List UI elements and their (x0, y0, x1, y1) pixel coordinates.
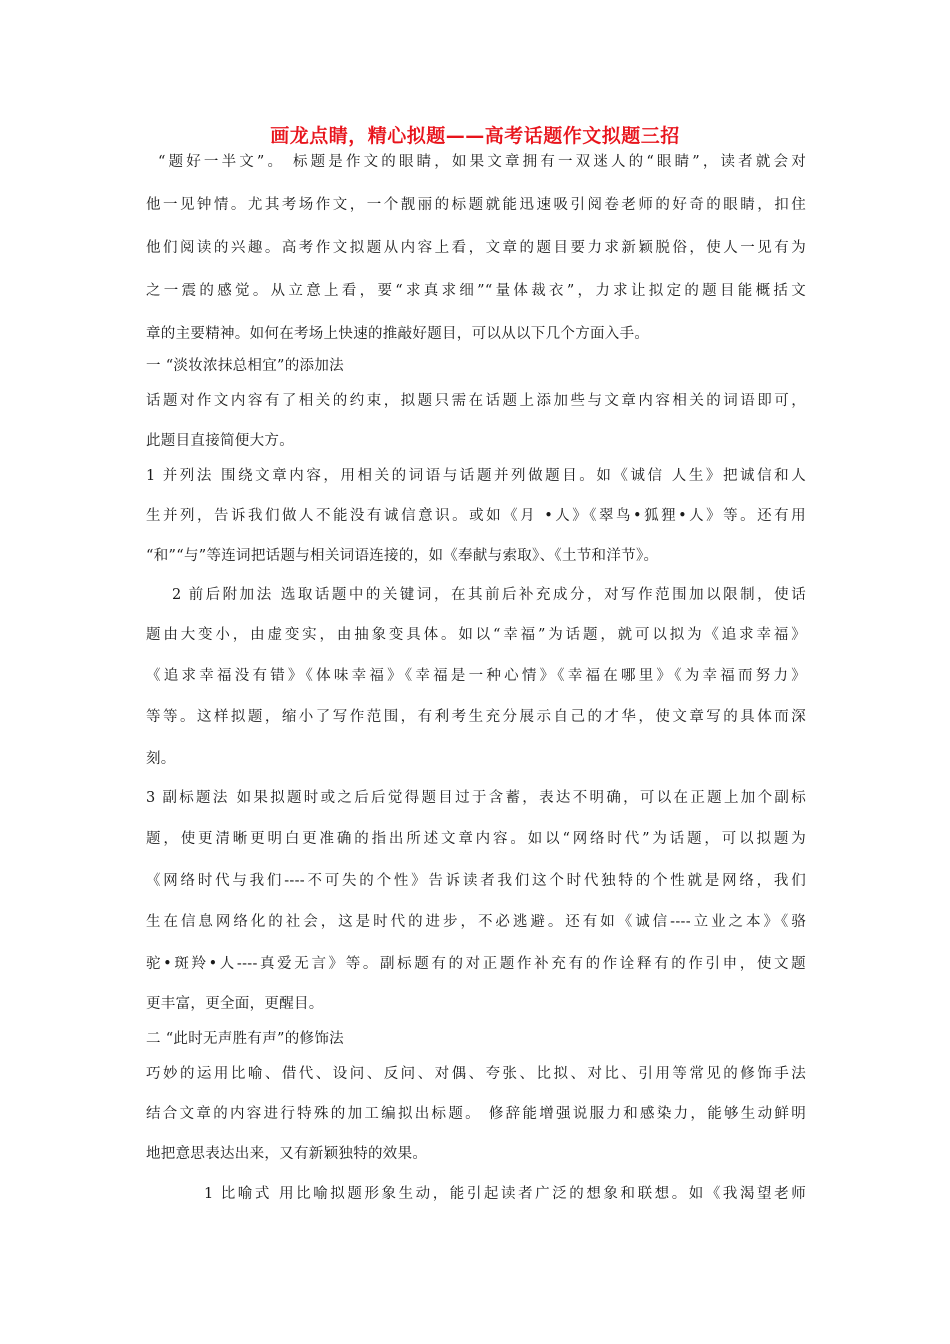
paragraph-line: 3 副标题法 如果拟题时或之后后觉得题目过于含蓄，表达不明确，可以在正题上加个副标 (146, 790, 806, 806)
paragraph-line: 生在信息网络化的社会，这是时代的进步，不必逃避。还有如《诚信----立业之本》《骆 (146, 914, 806, 930)
paragraph-line: 话题对作文内容有了相关的约束，拟题只需在话题上添加些与文章内容相关的词语即可， (146, 393, 806, 409)
paragraph-line: 巧妙的运用比喻、借代、设问、反问、对偶、夸张、比拟、对比、引用等常见的修饰手法 (146, 1066, 806, 1082)
paragraph-line: 题，使更清晰更明白更准确的指出所述文章内容。如以“网络时代”为话题，可以拟题为 (146, 831, 806, 847)
section-heading: 一 “淡妆浓抹总相宜”的添加法 (146, 358, 344, 374)
paragraph-line: 驼•斑羚•人----真爱无言》等。副标题有的对正题作补充有的作诠释有的作引申，使文题 (146, 956, 806, 972)
document-title: 画龙点睛，精心拟题——高考话题作文拟题三招 (270, 125, 680, 147)
paragraph-line: 章的主要精神。如何在考场上快速的推敲好题目，可以从以下几个方面入手。 (146, 326, 650, 342)
paragraph-line: 结合文章的内容进行特殊的加工编拟出标题。 修辞能增强说服力和感染力，能够生动鲜明 (146, 1106, 806, 1122)
paragraph-line: 1 并列法 围绕文章内容，用相关的词语与话题并列做题目。如《诚信 人生》把诚信和人 (146, 468, 806, 484)
paragraph-line: 他一见钟情。尤其考场作文，一个靓丽的标题就能迅速吸引阅卷老师的好奇的眼睛，扣住 (146, 197, 806, 213)
paragraph-line: 2 前后附加法 选取话题中的关键词，在其前后补充成分，对写作范围加以限制，使话 (172, 587, 806, 603)
paragraph-line: “和”“与”等连词把话题与相关词语连接的，如《奉献与索取》、《土节和洋节》。 (146, 548, 659, 564)
paragraph-line: 更丰富，更全面，更醒目。 (146, 996, 324, 1012)
paragraph-line: 他们阅读的兴趣。高考作文拟题从内容上看，文章的题目要力求新颖脱俗，使人一见有为 (146, 240, 806, 256)
paragraph-line: 题由大变小，由虚变实，由抽象变具体。如以“幸福”为话题，就可以拟为《追求幸福》 (146, 627, 806, 643)
paragraph-line: 刻。 (146, 751, 176, 767)
paragraph-line: 《追求幸福没有错》《体味幸福》《幸福是一种心情》《幸福在哪里》《为幸福而努力》 (146, 668, 806, 684)
paragraph-line: 生并列，告诉我们做人不能没有诚信意识。或如《月 •人》《翠鸟•狐狸•人》等。还有用 (146, 508, 806, 524)
section-heading: 二 “此时无声胜有声”的修饰法 (146, 1031, 344, 1047)
paragraph-line: 《网络时代与我们----不可失的个性》告诉读者我们这个时代独特的个性就是网络，我们 (146, 873, 806, 889)
paragraph-line: 1 比喻式 用比喻拟题形象生动，能引起读者广泛的想象和联想。如《我渴望老师 (204, 1186, 806, 1202)
paragraph-line: 地把意思表达出来，又有新颖独特的效果。 (146, 1146, 428, 1162)
paragraph-line: 等等。这样拟题，缩小了写作范围，有利考生充分展示自己的才华，使文章写的具体而深 (146, 709, 806, 725)
paragraph-line: “题好一半文”。 标题是作文的眼睛，如果文章拥有一双迷人的“眼睛”，读者就会对 (158, 154, 806, 170)
paragraph-line: 之一震的感觉。从立意上看，要“求真求细”“量体裁衣”，力求让拟定的题目能概括文 (146, 283, 806, 299)
paragraph-line: 此题目直接简便大方。 (146, 433, 294, 449)
